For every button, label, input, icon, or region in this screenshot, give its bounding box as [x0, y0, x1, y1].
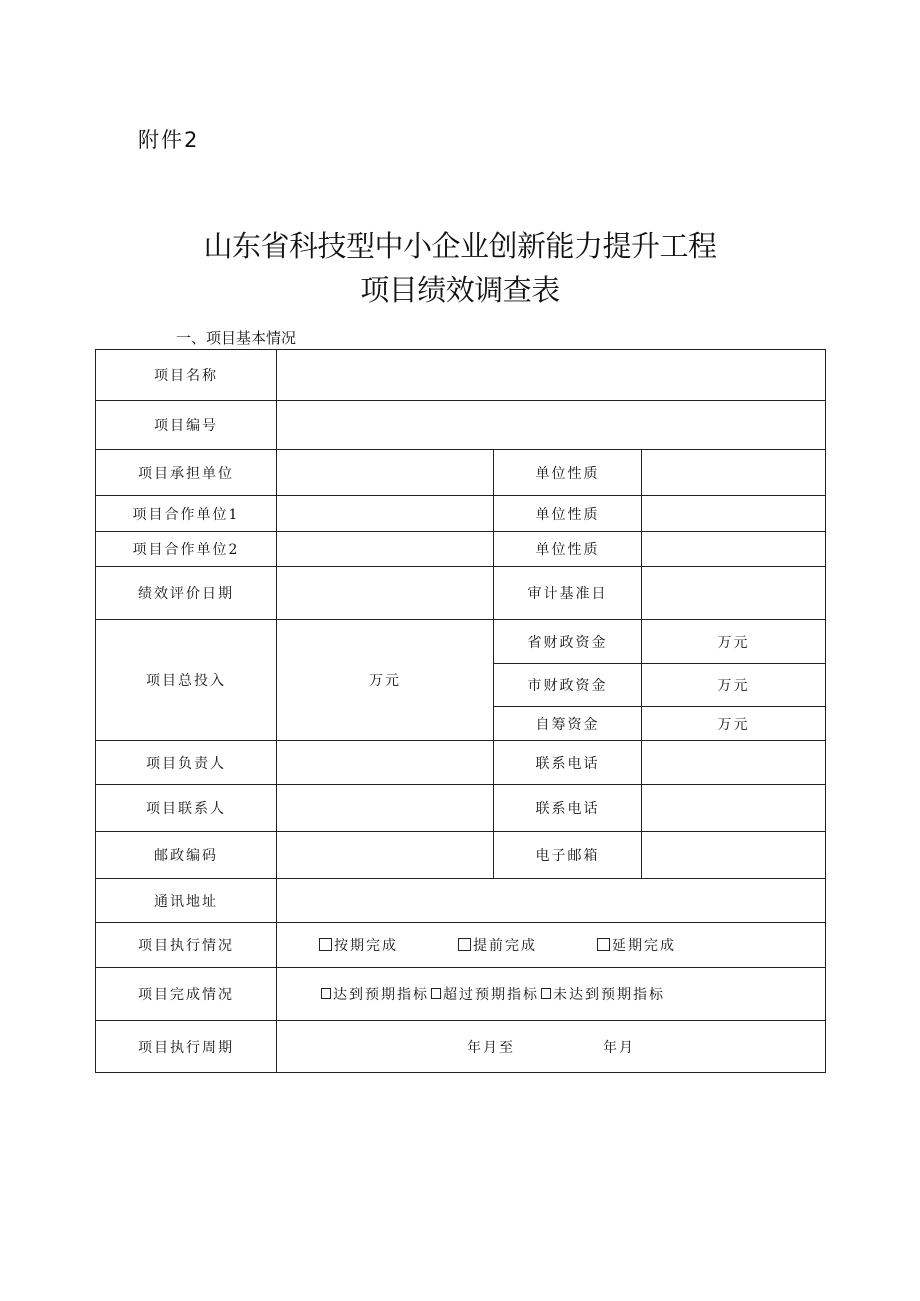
label-municipal-funds: 市财政资金 — [494, 664, 642, 707]
label-unit-nature-1: 单位性质 — [494, 450, 642, 496]
option-exceeded-targets: 超过预期指标 — [443, 987, 539, 1003]
checkbox-on-schedule[interactable] — [319, 938, 332, 951]
field-project-number[interactable] — [277, 401, 826, 450]
field-execution-period[interactable] — [277, 1021, 826, 1073]
label-email: 电子邮箱 — [494, 832, 642, 879]
attachment-label: 附件2 — [138, 128, 200, 152]
option-on-schedule: 按期完成 — [334, 938, 398, 954]
checkbox-ahead-of-schedule[interactable] — [458, 938, 471, 951]
option-met-targets: 达到预期指标 — [333, 987, 429, 1003]
unit-self-funds: 万元 — [717, 716, 750, 733]
label-partner-unit-1: 项目合作单位1 — [96, 496, 277, 532]
label-undertaking-unit: 项目承担单位 — [96, 450, 277, 496]
unit-municipal-funds: 万元 — [717, 678, 750, 694]
field-project-name[interactable] — [277, 350, 826, 401]
label-phone-1: 联系电话 — [494, 741, 642, 785]
field-project-leader[interactable] — [277, 741, 494, 785]
field-postal-code[interactable] — [277, 832, 494, 879]
field-unit-nature-3[interactable] — [642, 532, 826, 567]
field-address[interactable] — [277, 879, 826, 923]
option-delayed: 延期完成 — [612, 938, 676, 954]
label-unit-nature-3: 单位性质 — [494, 532, 642, 567]
checkbox-met-targets[interactable] — [321, 988, 331, 999]
label-unit-nature-2: 单位性质 — [494, 496, 642, 532]
label-provincial-funds: 省财政资金 — [494, 620, 642, 664]
label-project-number: 项目编号 — [96, 401, 277, 450]
field-partner-unit-1[interactable] — [277, 496, 494, 532]
label-partner-unit-2: 项目合作单位2 — [96, 532, 277, 567]
execution-status-options — [277, 923, 826, 968]
unit-provincial-funds: 万元 — [717, 634, 750, 651]
period-start: 年月至 — [467, 1039, 515, 1056]
field-self-funds[interactable] — [642, 707, 826, 741]
field-unit-nature-1[interactable] — [642, 450, 826, 496]
field-total-investment[interactable] — [277, 620, 494, 741]
row-total-investment — [96, 620, 826, 664]
period-end: 年月 — [603, 1039, 635, 1056]
field-partner-unit-2[interactable] — [277, 532, 494, 567]
label-execution-period: 项目执行周期 — [96, 1021, 277, 1073]
row-project-number — [96, 401, 826, 450]
unit-total-investment: 万元 — [369, 673, 401, 689]
row-partner-unit-2 — [96, 532, 826, 567]
field-email[interactable] — [642, 832, 826, 879]
form-title-line-1: 山东省科技型中小企业创新能力提升工程 — [203, 229, 717, 263]
row-execution-status — [96, 923, 826, 968]
row-partner-unit-1 — [96, 496, 826, 532]
row-execution-period — [96, 1021, 826, 1073]
label-project-contact: 项目联系人 — [96, 785, 277, 832]
label-project-leader: 项目负责人 — [96, 741, 277, 785]
label-address: 通讯地址 — [96, 879, 277, 923]
row-project-leader — [96, 741, 826, 785]
field-unit-nature-2[interactable] — [642, 496, 826, 532]
row-undertaking-unit — [96, 450, 826, 496]
field-undertaking-unit[interactable] — [277, 450, 494, 496]
completion-status-options — [277, 968, 826, 1021]
label-audit-base-date: 审计基准日 — [494, 567, 642, 620]
section-heading: 一、项目基本情况 — [176, 329, 297, 347]
field-phone-1[interactable] — [642, 741, 826, 785]
field-provincial-funds[interactable] — [642, 620, 826, 664]
option-ahead-of-schedule: 提前完成 — [473, 938, 537, 954]
label-completion-status: 项目完成情况 — [96, 968, 277, 1021]
label-self-funds: 自筹资金 — [494, 707, 642, 741]
checkbox-missed-targets[interactable] — [541, 988, 551, 999]
checkbox-exceeded-targets[interactable] — [431, 988, 441, 999]
label-total-investment: 项目总投入 — [96, 620, 277, 741]
field-municipal-funds[interactable] — [642, 664, 826, 707]
option-missed-targets: 未达到预期指标 — [553, 987, 665, 1003]
row-evaluation-date — [96, 567, 826, 620]
field-evaluation-date[interactable] — [277, 567, 494, 620]
row-address — [96, 879, 826, 923]
row-postal-code — [96, 832, 826, 879]
label-phone-2: 联系电话 — [494, 785, 642, 832]
field-project-contact[interactable] — [277, 785, 494, 832]
project-info-table — [95, 349, 826, 1073]
checkbox-delayed[interactable] — [597, 938, 610, 951]
label-evaluation-date: 绩效评价日期 — [96, 567, 277, 620]
field-audit-base-date[interactable] — [642, 567, 826, 620]
row-project-contact — [96, 785, 826, 832]
label-postal-code: 邮政编码 — [96, 832, 277, 879]
row-completion-status — [96, 968, 826, 1021]
row-project-name — [96, 350, 826, 401]
label-project-name: 项目名称 — [96, 350, 277, 401]
field-phone-2[interactable] — [642, 785, 826, 832]
form-title-line-2: 项目绩效调查表 — [360, 273, 560, 307]
label-execution-status: 项目执行情况 — [96, 923, 277, 968]
